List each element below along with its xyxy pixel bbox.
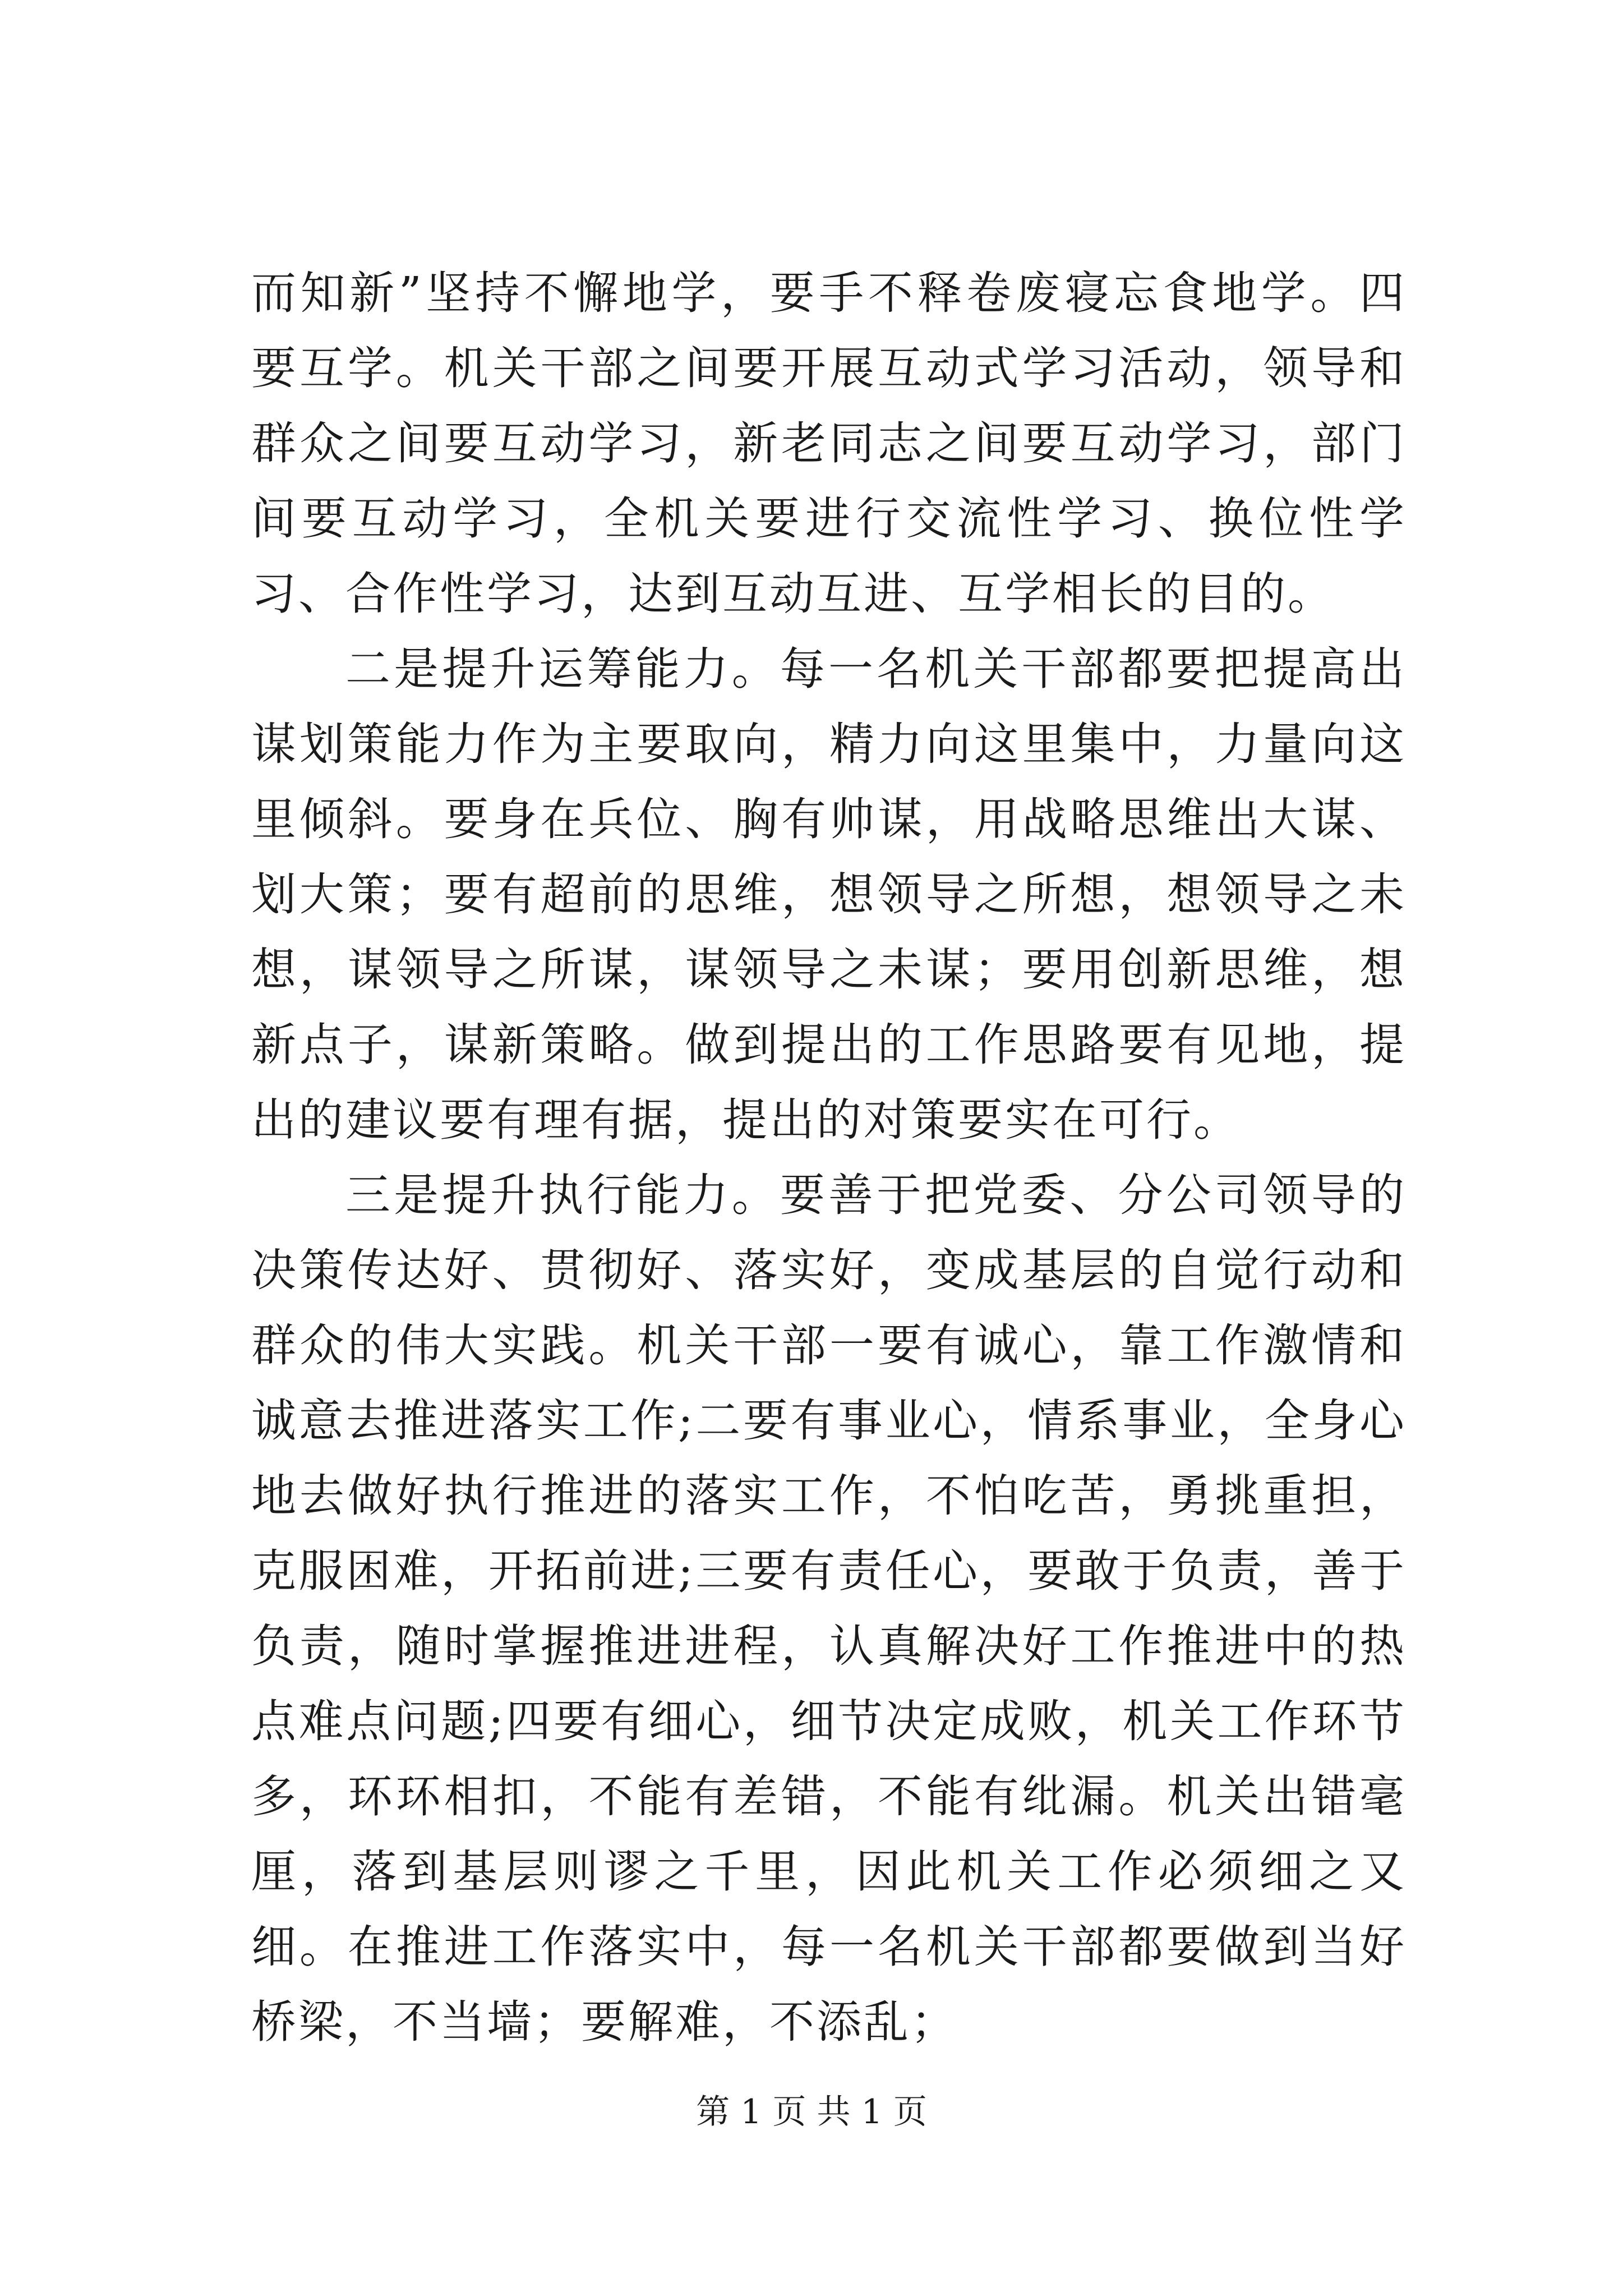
- paragraph-1: 而知新”坚持不懈地学，要手不释卷废寝忘食地学。四要互学。机关干部之间要开展互动式学习活动，领导和群众之间要互动学习，新老同志之间要互动学习，部门间要互动学习，全机关要进行交流性学习、换位性学习、合作性学习，达到互动互进、互学相长的目的。: [251, 267, 1407, 620]
- document-body: [251, 256, 1407, 2060]
- page-footer: 第 1 页 共 1 页: [696, 2092, 927, 2132]
- paragraph-2: 二是提升运筹能力。每一名机关干部都要把提高出谋划策能力作为主要取向，精力向这里集中，力量向这里倾斜。要身在兵位、胸有帅谋，用战略思维出大谋、划大策；要有超前的思维，想领导之所想，想领导之未想，谋领导之所谋，谋领导之未谋；要用创新思维，想新点子，谋新策略。做到提出的工作思路要有见地，提出的建议要有理有据，提出的对策要实在可行。: [251, 643, 1407, 1146]
- paragraph-3: 三是提升执行能力。要善于把党委、分公司领导的决策传达好、贯彻好、落实好，变成基层的自觉行动和群众的伟大实践。机关干部一要有诚心，靠工作激情和诚意去推进落实工作;二要有事业心，情系事业，全身心地去做好执行推进的落实工作，不怕吃苦，勇挑重担，克服困难，开拓前进;三要有责任心，要敢于负责，善于负责，随时掌握推进进程，认真解决好工作推进中的热点难点问题;四要有细心，细节决定成败，机关工作环节多，环环相扣，不能有差错，不能有纰漏。机关出错毫厘，落到基层则谬之千里，因此机关工作必须细之又细。在推进工作落实中，每一名机关干部都要做到当好桥梁，不当墙；要解难，不添乱；: [251, 1169, 1407, 2048]
